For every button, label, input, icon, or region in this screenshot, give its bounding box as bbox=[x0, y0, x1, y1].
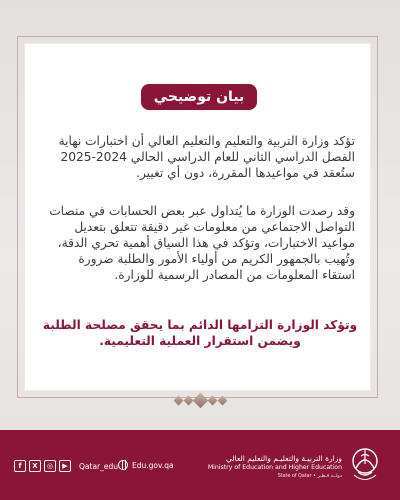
statement-title: بيان توضيحي bbox=[141, 84, 257, 110]
globe-icon bbox=[118, 460, 128, 470]
paragraph-misinformation-warning: وقد رصدت الوزارة ما يُتداول عبر بعض الحسابات في منصات التواصل الاجتماعي من معلومات غير دقيقة تتعلق بتعديل مواعيد الاختبارات، وتؤكد في هذا السياق أهمية تحري الدقة، وتُهيب بالجمهور الكريم من أولياء الأمور والطلبة ضرورة استقاء المعلومات من المصادر الرسمية للوزارة. bbox=[49, 204, 355, 282]
ministry-name-arabic: وزارة التربيـة والتعليـم والتعليم العالي bbox=[226, 454, 342, 463]
paragraph-exams-schedule: تؤكد وزارة التربية والتعليم والتعليم العالي أن اختبارات نهاية الفصل الدراسي الثاني للعام الدراسي الحالي 2024-2025 ستُعقد في مواعيدها المقررة، دون أي تغيير. bbox=[58, 134, 355, 180]
ornament-diamond bbox=[217, 395, 227, 405]
ministry-name bbox=[208, 454, 342, 481]
ornament-divider bbox=[0, 392, 400, 408]
ornament-diamond bbox=[207, 395, 217, 405]
social-links bbox=[14, 460, 118, 472]
facebook-icon[interactable]: f bbox=[14, 460, 26, 472]
footer-bar bbox=[0, 430, 400, 500]
x-icon[interactable]: X bbox=[29, 460, 41, 472]
instagram-icon[interactable]: ◎ bbox=[44, 460, 56, 472]
ornament-diamond bbox=[173, 395, 183, 405]
website-link[interactable] bbox=[118, 460, 174, 470]
paragraph-ministry-commitment: وتؤكد الوزارة التزامها الدائم بما يحقق مصلحة الطلبة ويضمن استقرار العملية التعليمية. bbox=[42, 318, 358, 348]
state-emblem-icon bbox=[348, 444, 382, 484]
ornament-diamond bbox=[192, 392, 208, 408]
youtube-icon[interactable]: ▶ bbox=[59, 460, 71, 472]
state-label: State of Qatar • دولــة قـطـر bbox=[277, 474, 342, 479]
website-url: Edu.gov.qa bbox=[132, 460, 174, 470]
ministry-name-english: Ministry of Education and Higher Education bbox=[207, 464, 342, 471]
social-handle[interactable]: Qatar_edu bbox=[79, 461, 118, 471]
